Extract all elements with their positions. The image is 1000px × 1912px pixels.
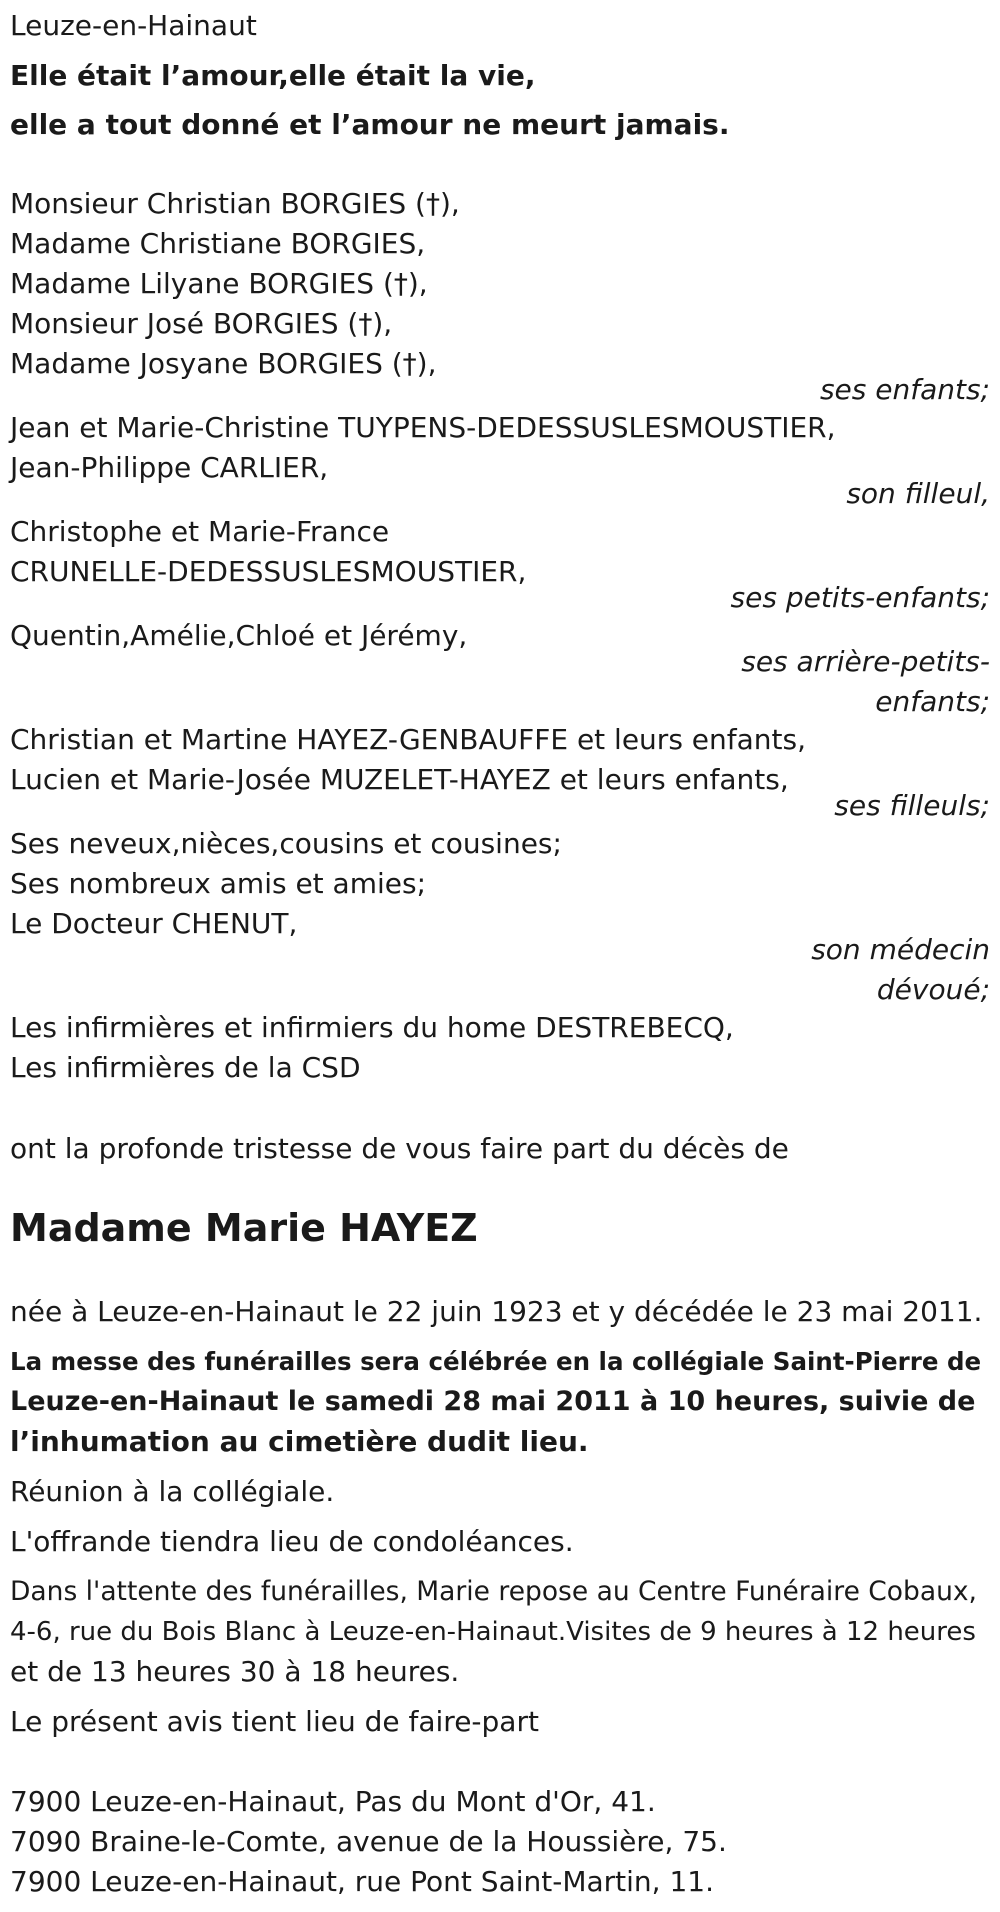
- family-member: Madame Josyane BORGIES (†),: [10, 347, 437, 380]
- epigraph-line: Elle était l’amour,elle était la vie,: [10, 59, 536, 92]
- family-member: Les infirmières et infirmiers du home DESTREBECQ,: [10, 1011, 734, 1044]
- relation-label: ses arrière-petits-: [741, 645, 990, 678]
- epigraph-line: elle a tout donné et l’amour ne meurt jamais.: [10, 108, 730, 141]
- family-member: Monsieur Christian BORGIES (†),: [10, 187, 460, 220]
- family-member: Monsieur José BORGIES (†),: [10, 307, 393, 340]
- birth-death-dates: née à Leuze-en-Hainaut le 22 juin 1923 et y décédée le 23 mai 2011.: [10, 1295, 983, 1328]
- family-member: Ses neveux,nièces,cousins et cousines;: [10, 827, 562, 860]
- family-member: CRUNELLE-DEDESSUSLESMOUSTIER,: [10, 555, 527, 588]
- funeral-info-line: La messe des funérailles sera célébrée en la collégiale Saint-Pierre de: [10, 1347, 982, 1376]
- relation-label: ses petits-enfants;: [730, 581, 990, 614]
- repose-info-line: 4-6, rue du Bois Blanc à Leuze-en-Hainaut.Visites de 9 heures à 12 heures: [10, 1617, 976, 1647]
- meeting-info: Réunion à la collégiale.: [10, 1475, 335, 1508]
- family-member: Jean-Philippe CARLIER,: [10, 451, 329, 484]
- family-member: Madame Christiane BORGIES,: [10, 227, 426, 260]
- family-member: Ses nombreux amis et amies;: [10, 867, 427, 900]
- deceased-name: Madame Marie HAYEZ: [10, 1206, 478, 1250]
- location-header: Leuze-en-Hainaut: [10, 9, 257, 42]
- relation-label: son médecin: [811, 933, 990, 966]
- relation-label: son filleul,: [846, 477, 990, 510]
- address-line: 7090 Braine-le-Comte, avenue de la Houssière, 75.: [10, 1825, 727, 1858]
- family-member: Le Docteur CHENUT,: [10, 907, 298, 940]
- family-member: Christian et Martine HAYEZ-GENBAUFFE et leurs enfants,: [10, 723, 807, 756]
- family-member: Les infirmières de la CSD: [10, 1051, 361, 1084]
- family-member: Jean et Marie-Christine TUYPENS-DEDESSUSLESMOUSTIER,: [10, 411, 836, 444]
- relation-label: ses filleuls;: [834, 789, 990, 822]
- relation-label: dévoué;: [876, 973, 990, 1006]
- funeral-info-line: l’inhumation au cimetière dudit lieu.: [10, 1425, 589, 1458]
- repose-info-line: et de 13 heures 30 à 18 heures.: [10, 1655, 460, 1688]
- family-member: Madame Lilyane BORGIES (†),: [10, 267, 428, 300]
- address-line: 7900 Leuze-en-Hainaut, Pas du Mont d'Or, 41.: [10, 1785, 656, 1818]
- family-member: Lucien et Marie-Josée MUZELET-HAYEZ et leurs enfants,: [10, 763, 789, 796]
- family-member: Quentin,Amélie,Chloé et Jérémy,: [10, 619, 468, 652]
- funeral-info-line: Leuze-en-Hainaut le samedi 28 mai 2011 à 10 heures, suivie de: [10, 1386, 976, 1417]
- family-member: Christophe et Marie-France: [10, 515, 390, 548]
- announcement: ont la profonde tristesse de vous faire part du décès de: [10, 1132, 789, 1165]
- repose-info-line: Dans l'attente des funérailles, Marie repose au Centre Funéraire Cobaux,: [10, 1576, 977, 1607]
- relation-label: ses enfants;: [819, 373, 990, 406]
- notice-text: Le présent avis tient lieu de faire-part: [10, 1705, 539, 1738]
- offering-info: L'offrande tiendra lieu de condoléances.: [10, 1525, 574, 1558]
- relation-label: enfants;: [875, 685, 990, 718]
- address-line: 7900 Leuze-en-Hainaut, rue Pont Saint-Martin, 11.: [10, 1865, 714, 1898]
